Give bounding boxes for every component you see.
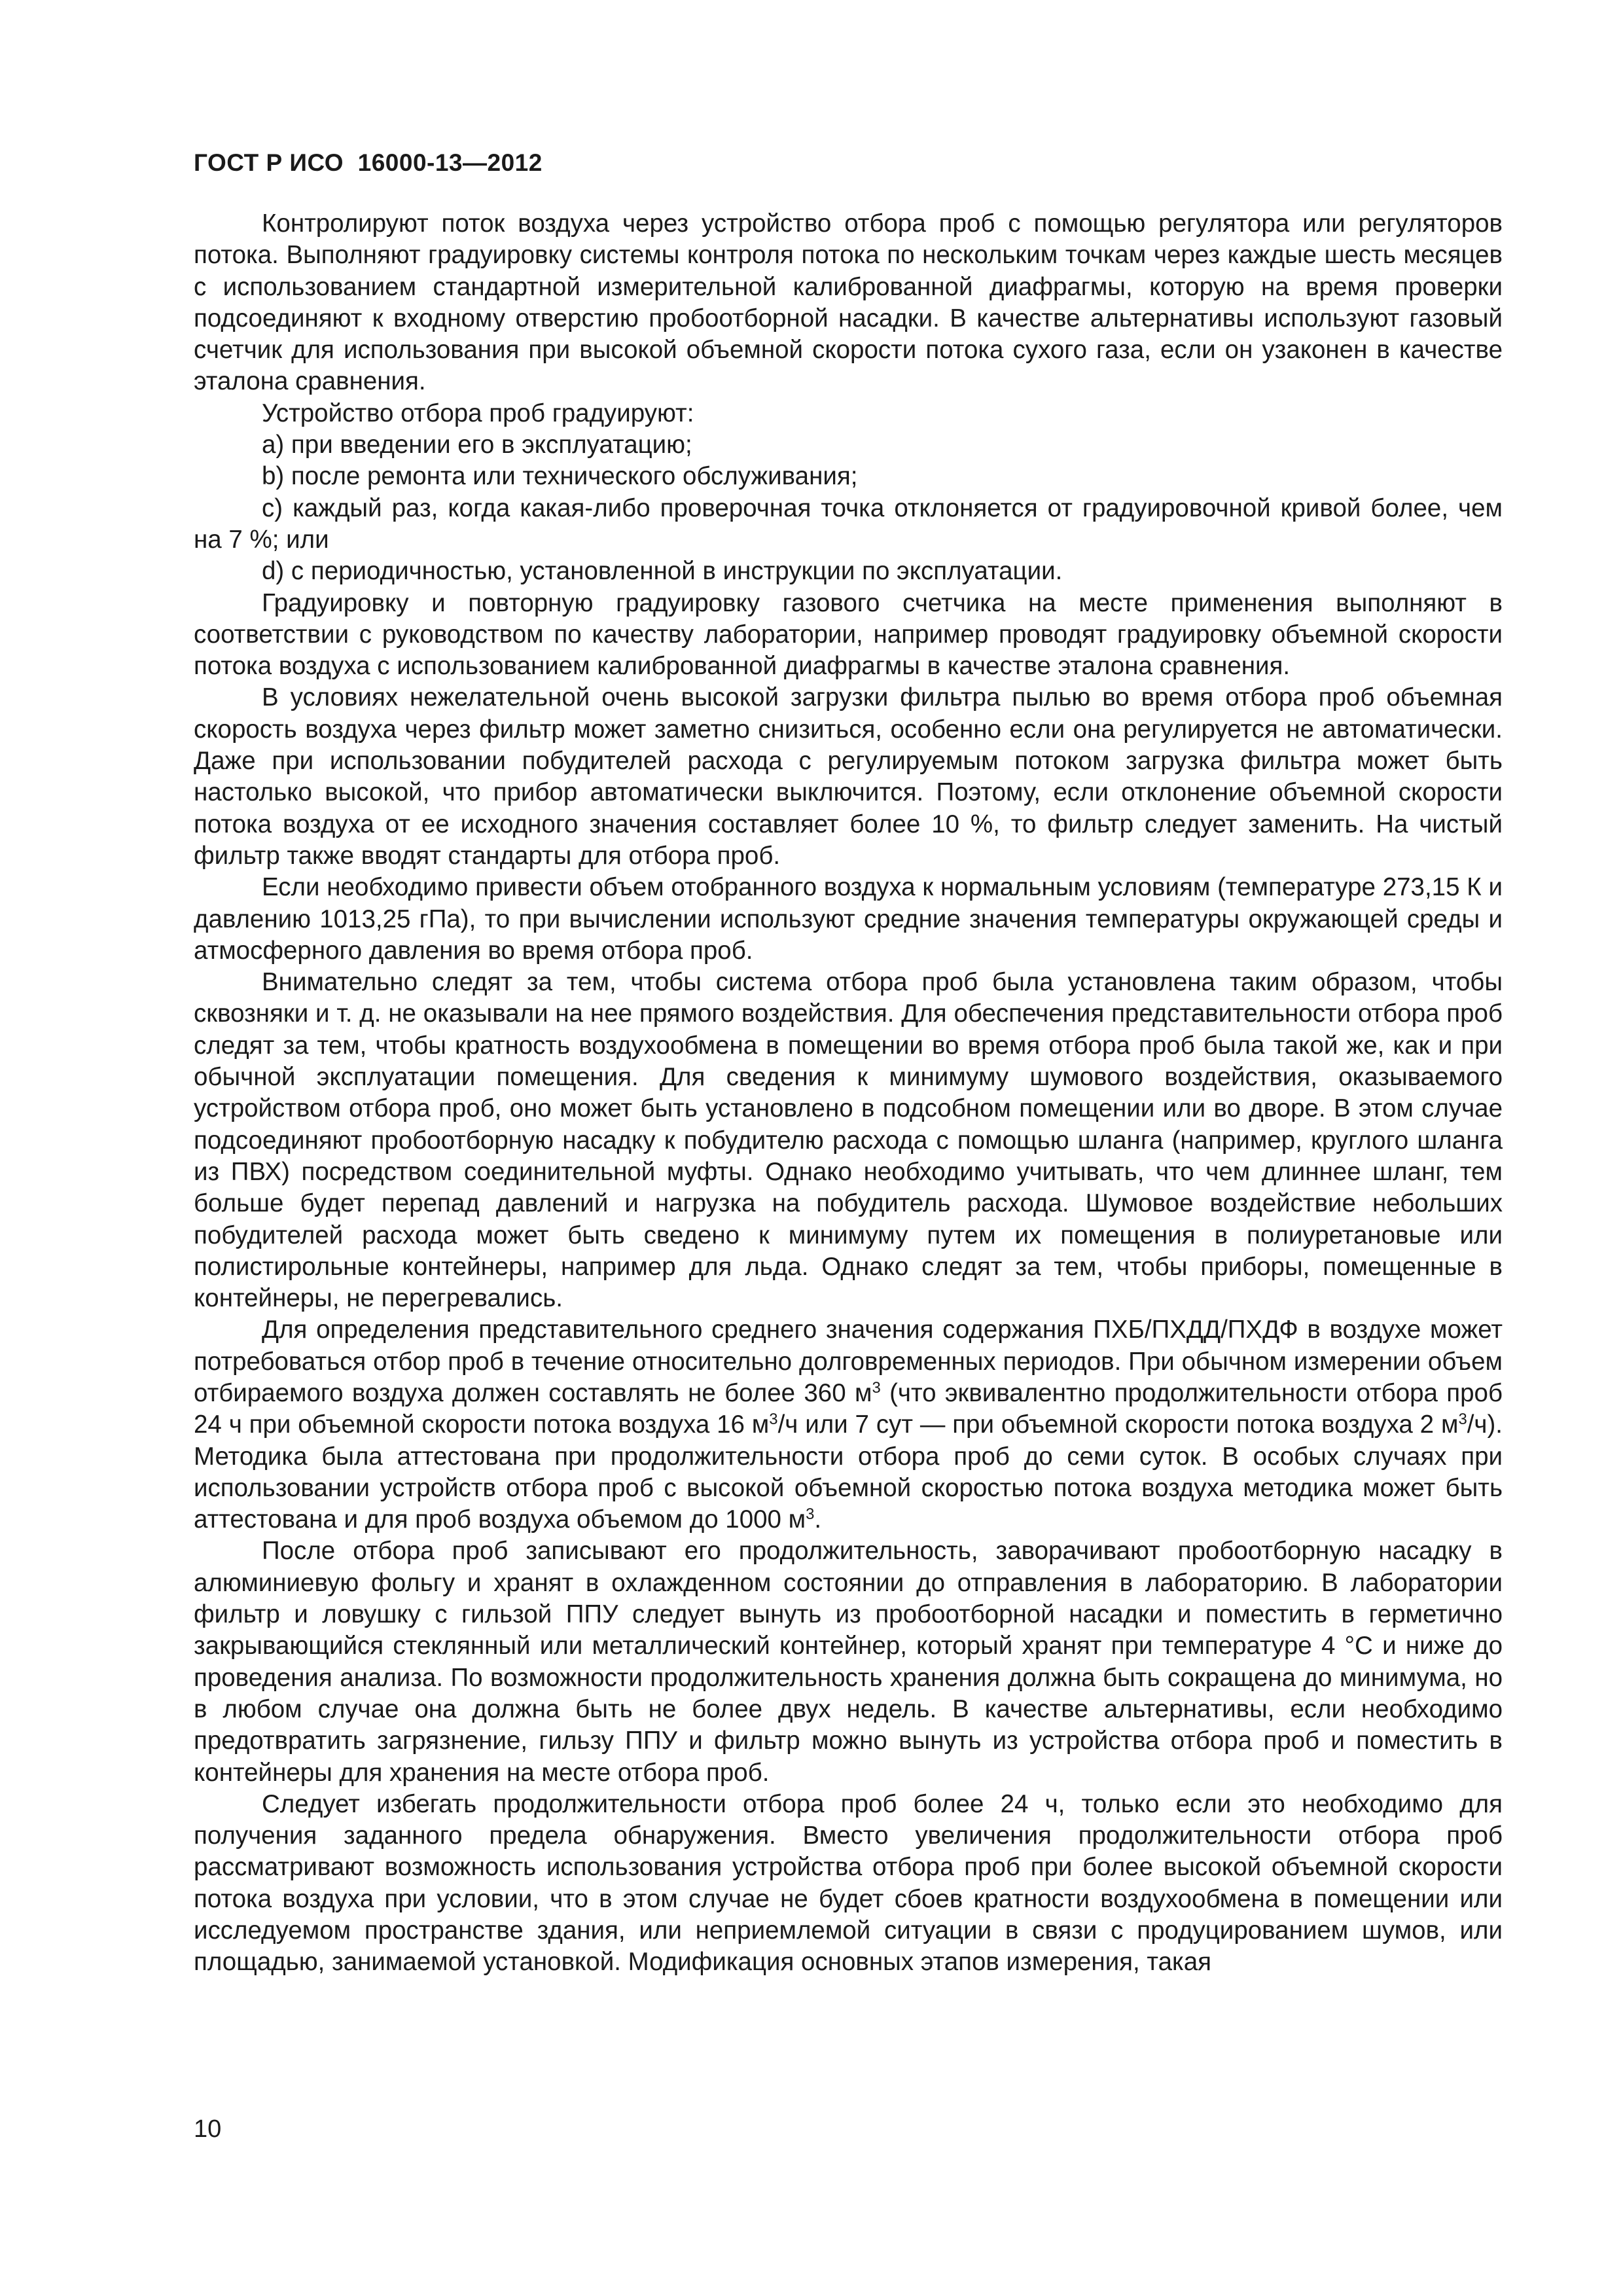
volume-text-1: Для определения представительного среднего значения содержания ПХБ/ПХДД/ПХДФ в воздухе может потребоваться отбор проб в течение относительно долговременных периодов. При обычном измерении объем отбираемого воздуха должен составлять не более 360 м <box>194 1316 1503 1407</box>
paragraph-flow-control: Контролируют поток воздуха через устройство отбора проб с помощью регулятора или регуляторов потока. Выполняют градуировку системы контроля потока по нескольким точкам через каждые шесть месяцев с использованием стандартной измерительной калиброванной диафрагмы, которую на время проверки подсоединяют к входному отверстию пробоотборной насадки. В качестве альтернативы используют газовый счетчик для использования при высокой объемной скорости потока сухого газа, если он узаконен в качестве эталона сравнения. <box>194 209 1503 396</box>
paragraph-sampling-volume <box>194 1314 1503 1535</box>
superscript-cubic-2: 3 <box>769 1410 778 1429</box>
paragraph-sampling-duration: Следует избегать продолжительности отбора проб более 24 ч, только если это необходимо для получения заданного предела обнаружения. Вместо увеличения продолжительности отбора проб рассматривают возможность использования устройства отбора проб при более высокой объемной скорости потока воздуха при условии, что в этом случае не будет сбоев кратности воздухообмена в помещении или исследуемом пространстве здания, или неприемлемой ситуации в связи с продуцированием шумов, или площадью, занимаемой установкой. Модификация основных этапов измерения, такая <box>194 1789 1503 1977</box>
document-body <box>194 208 1503 1979</box>
paragraph-gas-meter: Градуировку и повторную градуировку газового счетчика на месте применения выполняют в соответствии с руководством по качеству лаборатории, например проводят градуировку объемной скорости потока воздуха с использованием калиброванной диафрагмы в качестве эталона сравнения. <box>194 588 1503 681</box>
volume-text-2: (что эквивалентно продолжительности отбора проб 24 ч при объемной скорости потока воздуха 16 м <box>194 1378 1503 1439</box>
list-item-c: c) каждый раз, когда какая-либо проверочная точка отклоняется от градуировочной кривой более, чем на 7 %; или <box>194 493 1503 554</box>
paragraph-sample-storage: После отбора проб записывают его продолжительность, заворачивают пробоотборную насадку в алюминиевую фольгу и хранят в охлажденном состоянии до отправления в лабораторию. В лаборатории фильтр и ловушку с гильзой ППУ следует вынуть из пробоотборной насадки и поместить в герметично закрывающийся стеклянный или металлический контейнер, который хранят при температуре 4 °С и ниже до проведения анализа. По возможности продолжительность хранения должна быть сокращена до минимума, но в любом случае она должна быть не более двух недель. В качестве альтернативы, если необходимо предотвратить загрязнение, гильзу ППУ и фильтр можно вынуть из устройства отбора проб и поместить в контейнеры для хранения на месте отбора проб. <box>194 1537 1503 1787</box>
document-header: ГОСТ Р ИСО 16000-13—2012 <box>194 149 543 176</box>
list-item-b: b) после ремонта или технического обслуживания; <box>262 462 858 491</box>
paragraph-filter-loading: В условиях нежелательной очень высокой загрузки фильтра пылью во время отбора проб объемная скорость воздуха через фильтр может заметно снизиться, особенно если она регулируется не автоматически. Даже при использовании побудителей расхода с регулируемым потоком загрузка фильтра может быть настолько высокой, что прибор автоматически выключится. Поэтому, если отклонение объемной скорости потока воздуха от ее исходного значения составляет более 10 %, то фильтр следует заменить. На чистый фильтр также вводят стандарты для отбора проб. <box>194 683 1503 870</box>
list-item-d: d) с периодичностью, установленной в инструкции по эксплуатации. <box>262 557 1063 586</box>
paragraph-normal-conditions: Если необходимо привести объем отобранного воздуха к нормальным условиям (температуре 273,15 К и давлению 1013,25 гПа), то при вычислении используют средние значения температуры окружающей среды и атмосферного давления во время отбора проб. <box>194 873 1503 965</box>
page-number: 10 <box>194 2115 222 2143</box>
list-item-a: a) при введении его в эксплуатацию; <box>262 431 692 459</box>
volume-text-4: /ч). Методика была аттестована при продолжительности отбора проб до семи суток. В особых случаях при использовании устройств отбора проб с высокой объемной скоростью потока воздуха методика может быть аттестована и для проб воздуха объемом до 1000 м <box>194 1410 1503 1534</box>
volume-text-5: . <box>814 1505 822 1534</box>
paragraph-calibration-intro: Устройство отбора проб градуируют: <box>262 399 694 427</box>
paragraph-sampling-setup: Внимательно следят за тем, чтобы система отбора проб была установлена таким образом, чтобы сквозняки и т. д. не оказывали на нее прямого воздействия. Для обеспечения представительности отбора проб следят за тем, чтобы кратность воздухообмена в помещении во время отбора проб была такой же, как и при обычной эксплуатации помещения. Для сведения к минимуму шумового воздействия, оказываемого устройством отбора проб, оно может быть установлено в подсобном помещении или во дворе. В этом случае подсоединяют пробоотборную насадку к побудителю расхода с помощью шланга (например, круглого шланга из ПВХ) посредством соединительной муфты. Однако необходимо учитывать, что чем длиннее шланг, тем больше будет перепад давлений и нагрузка на побудитель расхода. Шумовое воздействие небольших побудителей расхода может быть сведено к минимуму путем их помещения в полиуретановые или полистирольные контейнеры, например для льда. Однако следят за тем, чтобы приборы, помещенные в контейнеры, не перегревались. <box>194 968 1503 1313</box>
volume-text-3: /ч или 7 сут — при объемной скорости потока воздуха 2 м <box>777 1410 1459 1439</box>
superscript-cubic-3: 3 <box>1458 1410 1467 1429</box>
superscript-cubic-1: 3 <box>872 1378 881 1397</box>
superscript-cubic-4: 3 <box>806 1505 815 1524</box>
